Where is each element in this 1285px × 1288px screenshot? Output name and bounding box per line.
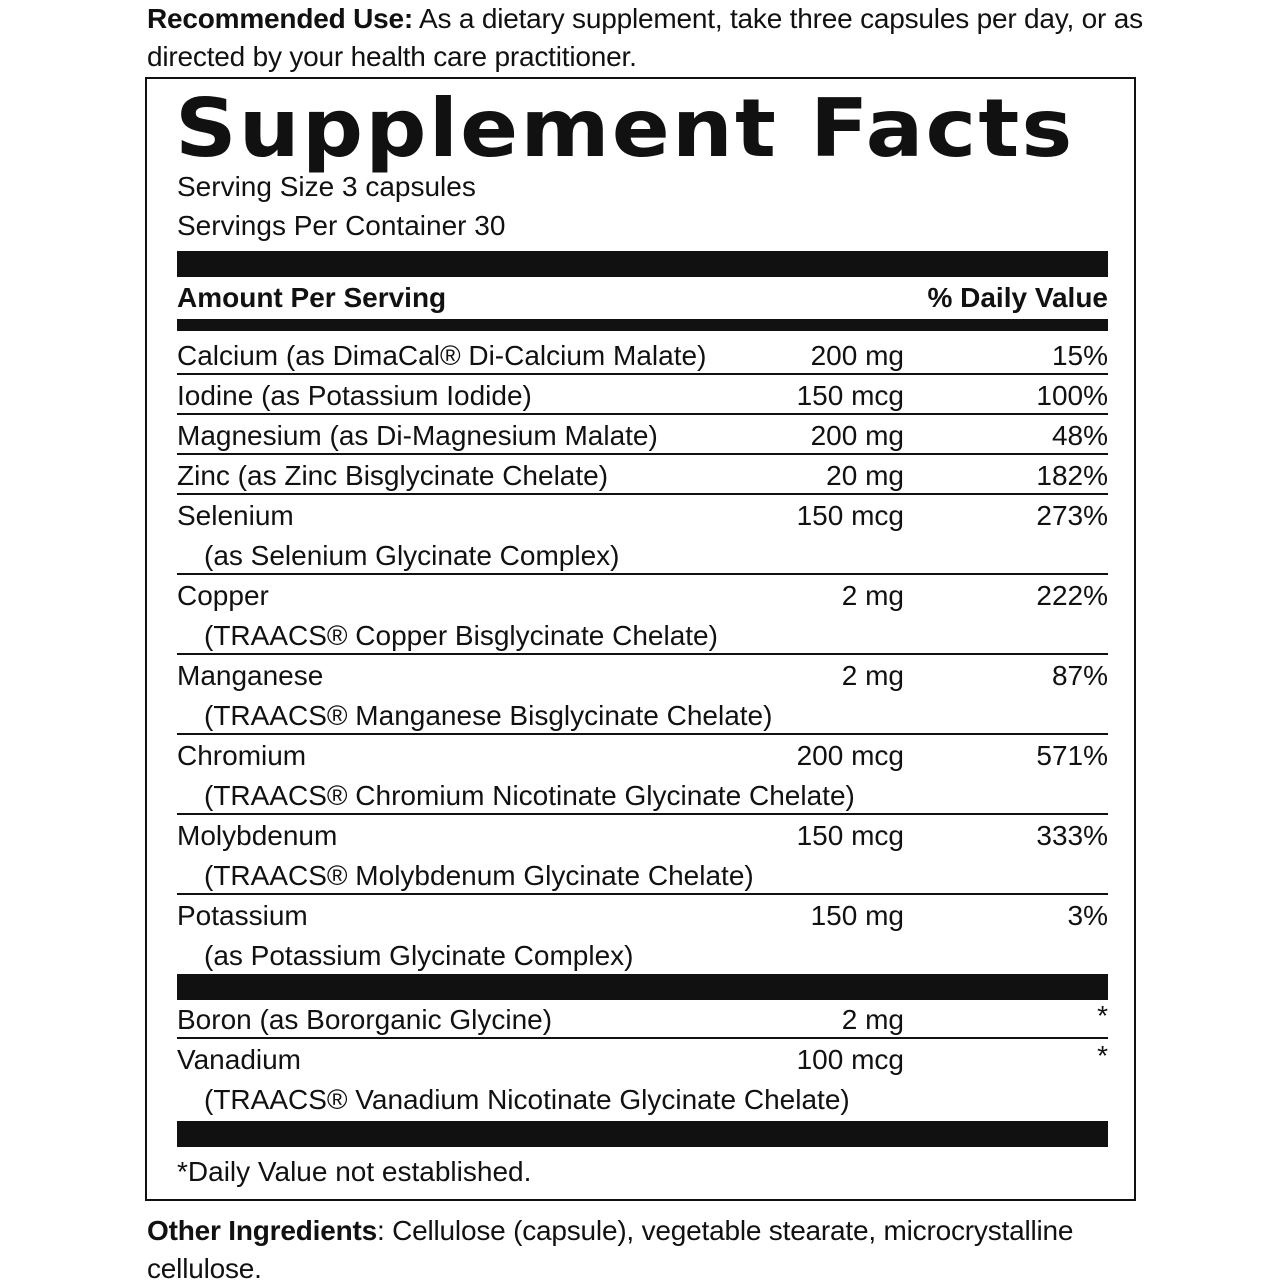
nutrient-amount: 150 mg [810, 900, 904, 931]
row-divider [177, 493, 1108, 495]
nutrient-row [177, 576, 1108, 656]
nutrient-name: Zinc (as Zinc Bisglycinate Chelate) [177, 460, 609, 491]
row-divider [177, 573, 1108, 575]
row-divider [177, 453, 1108, 455]
nutrient-daily-value: 87% [1051, 660, 1108, 691]
nutrient-name: Iodine (as Potassium Iodide) [177, 380, 532, 411]
nutrient-amount: 2 mg [841, 1004, 904, 1035]
row-divider [177, 893, 1108, 895]
nutrient-name: Potassium [177, 900, 308, 931]
facts-title: Supplement Facts [175, 82, 1075, 175]
nutrient-amount: 200 mg [810, 420, 904, 451]
nutrient-row [177, 1040, 1108, 1120]
row-divider [177, 653, 1108, 655]
nutrient-row [177, 416, 1108, 456]
other-ingredients [147, 1212, 1137, 1288]
amount-per-serving-header: Amount Per Serving [177, 282, 447, 313]
other-ingredients-text: : Cellulose (capsule), vegetable stearate, microcrystalline cellulose. [147, 1215, 1074, 1284]
nutrient-name: Boron (as Bororganic Glycine) [177, 1004, 553, 1035]
nutrient-source: (TRAACS® Molybdenum Glycinate Chelate) [204, 860, 754, 891]
nutrient-amount: 2 mg [841, 660, 904, 691]
nutrient-row [177, 336, 1108, 376]
serving-size: Serving Size 3 capsules [177, 171, 476, 202]
footnote: *Daily Value not established. [177, 1156, 532, 1187]
nutrient-amount: 200 mg [810, 340, 904, 371]
nutrient-row [177, 896, 1108, 976]
nutrient-name: Manganese [177, 660, 324, 691]
nutrient-amount: 20 mg [826, 460, 904, 491]
thick-divider-top [177, 251, 1108, 277]
nutrient-row [177, 456, 1108, 496]
nutrient-name: Magnesium (as Di-Magnesium Malate) [177, 420, 658, 451]
recommended-use-label: Recommended Use: [147, 3, 413, 34]
nutrient-name: Selenium [177, 500, 294, 531]
nutrient-source: (TRAACS® Manganese Bisglycinate Chelate) [204, 700, 773, 731]
medium-divider [177, 319, 1108, 331]
nutrient-row [177, 736, 1108, 816]
nutrient-amount: 2 mg [841, 580, 904, 611]
row-divider [177, 813, 1108, 815]
nutrient-daily-value: * [1097, 1040, 1108, 1071]
nutrient-daily-value: 571% [1036, 740, 1108, 771]
servings-per-container: Servings Per Container 30 [177, 210, 506, 241]
other-ingredients-label: Other Ingredients [147, 1215, 377, 1246]
daily-value-header: % Daily Value [927, 282, 1108, 313]
nutrient-amount: 150 mcg [796, 380, 904, 411]
thick-divider-middle [177, 974, 1108, 1000]
nutrient-name: Calcium (as DimaCal® Di-Calcium Malate) [177, 340, 707, 371]
nutrient-daily-value: 273% [1036, 500, 1108, 531]
nutrient-amount: 150 mcg [796, 820, 904, 851]
nutrient-name: Vanadium [177, 1044, 302, 1075]
row-divider [177, 1037, 1108, 1039]
nutrient-daily-value: 3% [1067, 900, 1108, 931]
nutrient-source: (as Potassium Glycinate Complex) [204, 940, 634, 971]
nutrient-daily-value: 15% [1051, 340, 1108, 371]
nutrient-daily-value: 48% [1051, 420, 1108, 451]
nutrient-name: Molybdenum [177, 820, 338, 851]
nutrient-row [177, 816, 1108, 896]
nutrient-amount: 100 mcg [796, 1044, 904, 1075]
nutrient-row [177, 1000, 1108, 1040]
row-divider [177, 733, 1108, 735]
nutrient-amount: 150 mcg [796, 500, 904, 531]
recommended-use [147, 0, 1147, 76]
recommended-use-text: As a dietary supplement, take three capsules per day, or as directed by your health care practitioner. [147, 3, 1143, 72]
nutrient-source: (TRAACS® Chromium Nicotinate Glycinate Chelate) [204, 780, 855, 811]
row-divider [177, 373, 1108, 375]
nutrient-source: (TRAACS® Copper Bisglycinate Chelate) [204, 620, 718, 651]
nutrient-row [177, 376, 1108, 416]
nutrient-daily-value: * [1097, 1000, 1108, 1031]
nutrient-amount: 200 mcg [796, 740, 904, 771]
nutrient-daily-value: 333% [1036, 820, 1108, 851]
nutrient-daily-value: 100% [1036, 380, 1108, 411]
nutrient-row [177, 656, 1108, 736]
thick-divider-bottom [177, 1121, 1108, 1147]
nutrient-row [177, 496, 1108, 576]
nutrient-source: (as Selenium Glycinate Complex) [204, 540, 620, 571]
nutrient-source: (TRAACS® Vanadium Nicotinate Glycinate Chelate) [204, 1084, 850, 1115]
nutrient-daily-value: 222% [1036, 580, 1108, 611]
nutrient-daily-value: 182% [1036, 460, 1108, 491]
nutrient-name: Copper [177, 580, 269, 611]
row-divider [177, 413, 1108, 415]
amount-header-row [177, 280, 1108, 316]
nutrient-name: Chromium [177, 740, 307, 771]
